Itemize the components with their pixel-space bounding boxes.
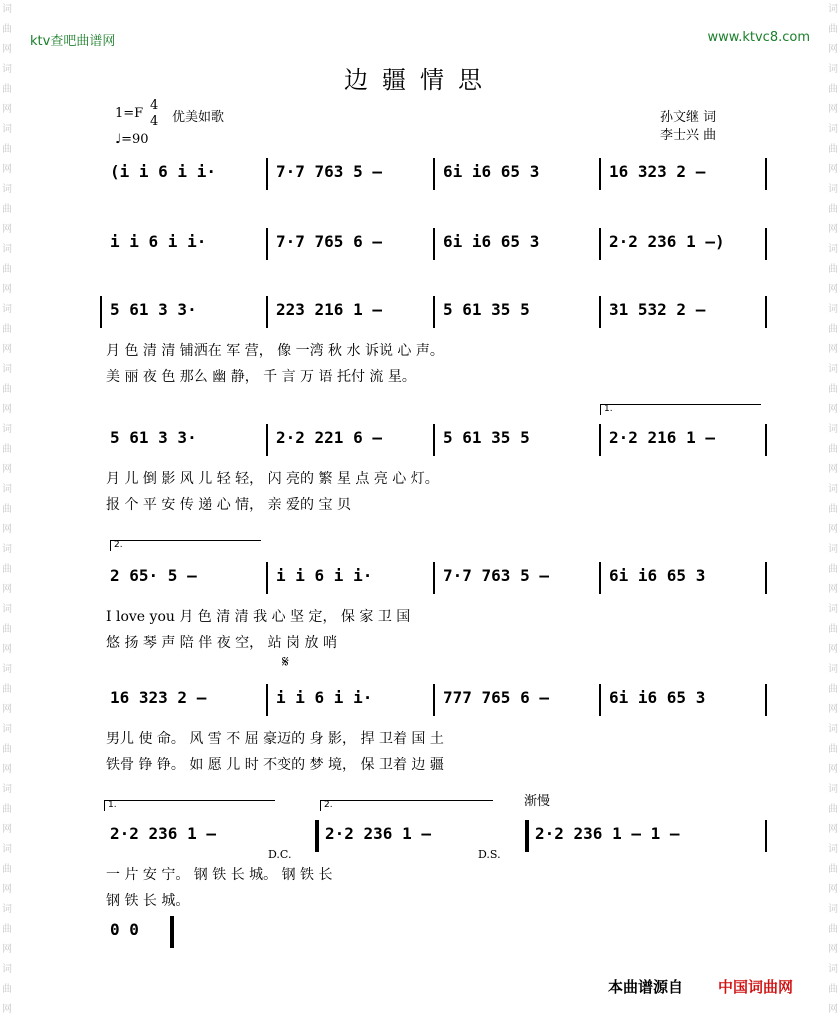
watermark-char: 曲 <box>828 384 838 395</box>
measure: 6i i6 65 3 <box>609 566 706 585</box>
watermark-char: 词 <box>828 424 838 435</box>
measure: 6i i6 65 3 <box>609 688 706 707</box>
watermark-char: 网 <box>2 1004 12 1015</box>
watermark-char: 曲 <box>2 684 12 695</box>
watermark-left <box>0 0 14 1023</box>
watermark-char: 词 <box>2 784 12 795</box>
watermark-char: 网 <box>2 644 12 655</box>
watermark-char: 曲 <box>2 624 12 635</box>
watermark-char: 词 <box>2 904 12 915</box>
barline <box>266 424 268 456</box>
barline <box>433 684 435 716</box>
watermark-char: 网 <box>2 344 12 355</box>
barline <box>599 424 601 456</box>
rit-mark: 渐慢 <box>524 794 551 809</box>
measure: 2·2 236 1 – <box>110 824 216 843</box>
barline <box>433 562 435 594</box>
song-title: 边疆情思 <box>344 66 496 94</box>
watermark-char: 词 <box>2 4 12 15</box>
segno-mark: 𝄋 <box>282 652 289 671</box>
watermark-char: 曲 <box>828 684 838 695</box>
lyricist-credit: 孙文继 词 <box>660 110 717 125</box>
watermark-char: 词 <box>828 724 838 735</box>
watermark-char: 词 <box>828 184 838 195</box>
volta-2-row5: 2. <box>110 540 261 551</box>
watermark-char: 曲 <box>828 744 838 755</box>
barline <box>765 296 767 328</box>
watermark-char: 曲 <box>2 984 12 995</box>
barline <box>599 296 601 328</box>
barline <box>266 228 268 260</box>
watermark-char: 曲 <box>2 924 12 935</box>
barline <box>765 228 767 260</box>
watermark-char: 网 <box>828 584 838 595</box>
measure: 6i i6 65 3 <box>443 162 540 181</box>
dc-mark: D.C. <box>268 848 292 861</box>
barline <box>433 296 435 328</box>
watermark-char: 曲 <box>828 624 838 635</box>
watermark-char: 词 <box>2 364 12 375</box>
watermark-char: 词 <box>2 484 12 495</box>
watermark-char: 网 <box>2 404 12 415</box>
watermark-char: 词 <box>828 904 838 915</box>
watermark-char: 网 <box>2 704 12 715</box>
footer-source-label: 本曲谱源自 <box>608 978 684 996</box>
watermark-char: 词 <box>2 964 12 975</box>
watermark-char: 曲 <box>2 564 12 575</box>
measure: 16 323 2 – <box>110 688 207 707</box>
measure: 2·2 236 1 – 1 – <box>535 824 680 843</box>
measure: 5 61 35 5 <box>443 300 530 319</box>
watermark-char: 词 <box>2 664 12 675</box>
watermark-char: 曲 <box>2 24 12 35</box>
barline <box>315 820 319 852</box>
staff-row <box>100 820 765 854</box>
measure: 2 65· 5 – <box>110 566 197 585</box>
measure: (i i 6 i i· <box>110 162 216 181</box>
watermark-char: 词 <box>2 604 12 615</box>
staff-row <box>100 562 765 596</box>
watermark-char: 词 <box>2 124 12 135</box>
watermark-char: 曲 <box>2 864 12 875</box>
volta-1-row7: 1. <box>104 800 275 811</box>
barline <box>765 684 767 716</box>
lyric-line: I love you 月 色 清 清 我 心 坚 定， 保 家 卫 国 <box>106 609 411 625</box>
watermark-char: 曲 <box>2 744 12 755</box>
watermark-char: 曲 <box>828 324 838 335</box>
watermark-char: 曲 <box>828 84 838 95</box>
watermark-char: 词 <box>828 364 838 375</box>
staff-row <box>100 296 765 330</box>
watermark-char: 网 <box>2 464 12 475</box>
barline <box>100 296 102 328</box>
measure: i i 6 i i· <box>110 232 207 251</box>
staff-row <box>100 916 765 950</box>
watermark-char: 词 <box>828 4 838 15</box>
measure: 2·2 216 1 – <box>609 428 715 447</box>
watermark-char: 曲 <box>2 204 12 215</box>
watermark-char: 网 <box>828 824 838 835</box>
watermark-char: 曲 <box>828 144 838 155</box>
watermark-char: 词 <box>2 304 12 315</box>
watermark-char: 曲 <box>2 804 12 815</box>
measure: 223 216 1 – <box>276 300 382 319</box>
watermark-char: 词 <box>828 964 838 975</box>
watermark-char: 曲 <box>2 264 12 275</box>
staff-row <box>100 158 765 192</box>
lyric-line: 美 丽 夜 色 那么 幽 静， 千 言 万 语 托付 流 星。 <box>106 369 416 385</box>
lyric-line: 钢 铁 长 城。 <box>106 893 190 909</box>
lyric-line: 悠 扬 琴 声 陪 伴 夜 空， 站 岗 放 哨 <box>106 635 337 651</box>
watermark-char: 词 <box>2 844 12 855</box>
watermark-char: 网 <box>828 104 838 115</box>
watermark-char: 词 <box>828 64 838 75</box>
watermark-char: 网 <box>828 644 838 655</box>
measure: 7·7 763 5 – <box>276 162 382 181</box>
watermark-char: 网 <box>828 284 838 295</box>
watermark-char: 网 <box>828 164 838 175</box>
measure: 0 0 <box>110 920 139 939</box>
barline <box>433 424 435 456</box>
lyric-line: 月 儿 倒 影 风 儿 轻 轻， 闪 亮的 繁 星 点 亮 心 灯。 <box>106 471 439 487</box>
barline <box>433 228 435 260</box>
watermark-char: 网 <box>828 944 838 955</box>
watermark-char: 网 <box>2 524 12 535</box>
watermark-char: 词 <box>2 184 12 195</box>
watermark-char: 曲 <box>828 984 838 995</box>
measure: 16 323 2 – <box>609 162 706 181</box>
watermark-char: 词 <box>2 724 12 735</box>
watermark-char: 曲 <box>828 24 838 35</box>
watermark-char: 词 <box>828 664 838 675</box>
barline <box>765 158 767 190</box>
watermark-char: 曲 <box>2 444 12 455</box>
measure: 31 532 2 – <box>609 300 706 319</box>
footer-site-name: 中国词曲网 <box>718 978 794 996</box>
watermark-char: 词 <box>828 784 838 795</box>
watermark-char: 网 <box>828 1004 838 1015</box>
ds-mark: D.S. <box>478 848 501 861</box>
watermark-char: 词 <box>828 124 838 135</box>
watermark-char: 网 <box>2 884 12 895</box>
measure: 7·7 763 5 – <box>443 566 549 585</box>
site-name-right: www.ktvc8.com <box>707 30 810 45</box>
watermark-char: 曲 <box>2 384 12 395</box>
site-name-left: ktv查吧曲谱网 <box>30 34 116 49</box>
watermark-char: 曲 <box>2 144 12 155</box>
measure: 777 765 6 – <box>443 688 549 707</box>
volta-1-row4: 1. <box>600 404 761 415</box>
barline <box>599 158 601 190</box>
watermark-char: 曲 <box>828 924 838 935</box>
measure: i i 6 i i· <box>276 688 373 707</box>
watermark-char: 曲 <box>2 504 12 515</box>
barline <box>599 562 601 594</box>
watermark-char: 词 <box>828 244 838 255</box>
measure: 2·2 221 6 – <box>276 428 382 447</box>
watermark-char: 曲 <box>828 204 838 215</box>
watermark-char: 网 <box>828 884 838 895</box>
watermark-char: 网 <box>2 284 12 295</box>
measure: 5 61 3 3· <box>110 300 197 319</box>
barline <box>599 228 601 260</box>
measure: 2·2 236 1 – <box>325 824 431 843</box>
watermark-char: 网 <box>2 224 12 235</box>
barline <box>266 684 268 716</box>
watermark-char: 曲 <box>828 804 838 815</box>
watermark-char: 曲 <box>828 564 838 575</box>
staff-row <box>100 684 765 718</box>
watermark-char: 网 <box>2 44 12 55</box>
watermark-char: 网 <box>2 824 12 835</box>
watermark-right <box>826 0 840 1023</box>
barline <box>433 158 435 190</box>
staff-row <box>100 424 765 458</box>
barline <box>765 820 767 852</box>
watermark-char: 词 <box>828 844 838 855</box>
watermark-char: 网 <box>2 104 12 115</box>
watermark-char: 网 <box>2 584 12 595</box>
watermark-char: 词 <box>2 544 12 555</box>
watermark-char: 词 <box>2 424 12 435</box>
watermark-char: 曲 <box>828 504 838 515</box>
measure: i i 6 i i· <box>276 566 373 585</box>
watermark-char: 曲 <box>828 444 838 455</box>
watermark-char: 词 <box>2 64 12 75</box>
measure: 5 61 35 5 <box>443 428 530 447</box>
watermark-char: 网 <box>828 224 838 235</box>
key-signature: 1=F <box>115 106 144 121</box>
lyric-line: 月 色 清 清 铺洒在 军 营， 像 一湾 秋 水 诉说 心 声。 <box>106 343 444 359</box>
watermark-char: 网 <box>828 44 838 55</box>
barline <box>266 296 268 328</box>
watermark-char: 词 <box>2 244 12 255</box>
watermark-char: 网 <box>828 524 838 535</box>
watermark-char: 曲 <box>2 84 12 95</box>
volta-2-row7: 2. <box>320 800 493 811</box>
watermark-char: 网 <box>828 704 838 715</box>
watermark-char: 网 <box>828 404 838 415</box>
tempo-mark: ♩=90 <box>115 132 149 147</box>
barline <box>765 562 767 594</box>
barline <box>599 684 601 716</box>
watermark-char: 网 <box>828 344 838 355</box>
lyric-line: 铁骨 铮 铮。 如 愿 儿 时 不变的 梦 境， 保 卫着 边 疆 <box>106 757 444 773</box>
staff-row <box>100 228 765 262</box>
watermark-char: 网 <box>828 764 838 775</box>
watermark-char: 曲 <box>828 264 838 275</box>
watermark-char: 曲 <box>2 324 12 335</box>
measure: 5 61 3 3· <box>110 428 197 447</box>
watermark-char: 词 <box>828 304 838 315</box>
barline <box>765 424 767 456</box>
time-bottom: 4 <box>150 114 159 129</box>
watermark-char: 网 <box>2 164 12 175</box>
watermark-char: 词 <box>828 604 838 615</box>
watermark-char: 词 <box>828 544 838 555</box>
barline <box>266 562 268 594</box>
watermark-char: 词 <box>828 484 838 495</box>
expression-mark: 优美如歌 <box>172 110 225 125</box>
measure: 2·2 236 1 –) <box>609 232 725 251</box>
watermark-char: 网 <box>2 764 12 775</box>
watermark-char: 网 <box>828 464 838 475</box>
barline <box>266 158 268 190</box>
lyric-line: 报 个 平 安 传 递 心 情， 亲 爱的 宝 贝 <box>106 497 351 513</box>
time-top: 4 <box>150 98 159 113</box>
watermark-char: 网 <box>2 944 12 955</box>
measure: 7·7 765 6 – <box>276 232 382 251</box>
barline <box>170 916 174 948</box>
barline <box>525 820 529 852</box>
measure: 6i i6 65 3 <box>443 232 540 251</box>
lyric-line: 一 片 安 宁。 钢 铁 长 城。 钢 铁 长 <box>106 867 333 883</box>
watermark-char: 曲 <box>828 864 838 875</box>
time-signature <box>150 98 158 130</box>
lyric-line: 男儿 使 命。 风 雪 不 屈 豪迈的 身 影， 捍 卫着 国 土 <box>106 731 444 747</box>
composer-credit: 李士兴 曲 <box>660 128 717 143</box>
